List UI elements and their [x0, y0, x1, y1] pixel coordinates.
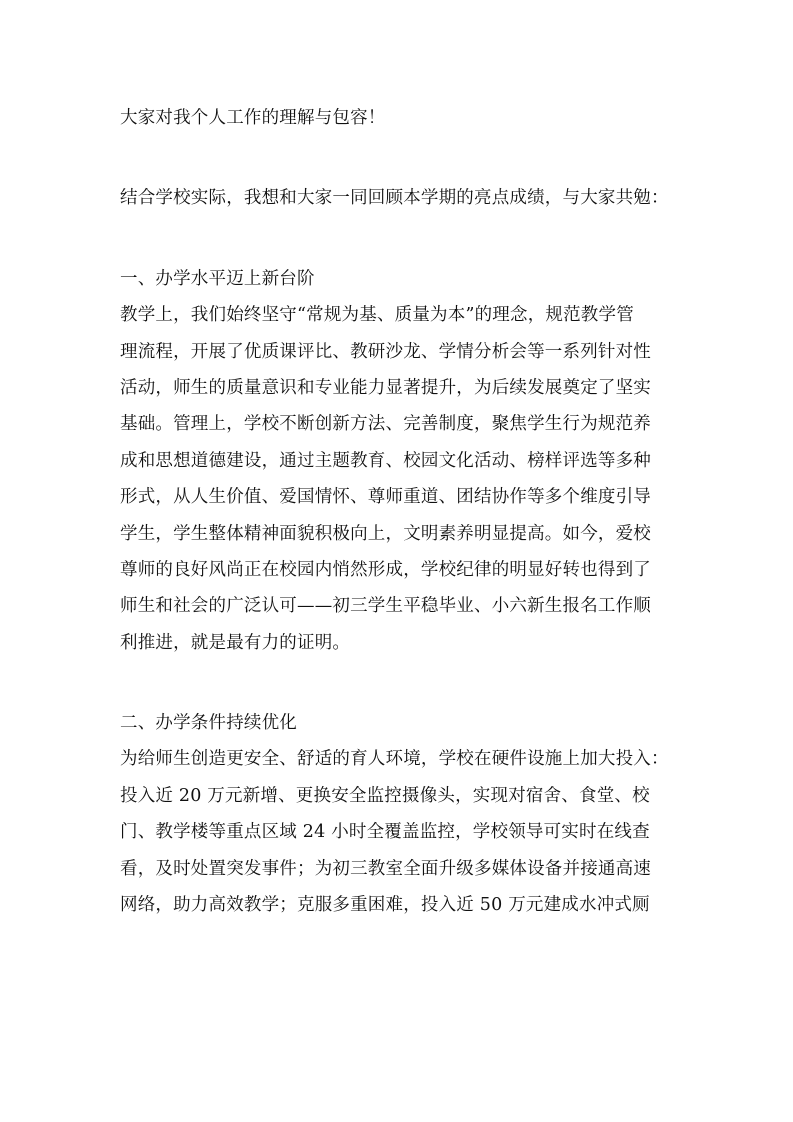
section-1-line: 基础。管理上，学校不断创新方法、完善制度，聚焦学生行为规范养 [120, 414, 651, 435]
section-1-line: 形式，从人生价值、爱国情怀、尊师重道、团结协作等多个维度引导 [120, 487, 651, 508]
opening-line: 大家对我个人工作的理解与包容！ [120, 108, 386, 128]
section-1-body [120, 297, 680, 661]
intro-line: 结合学校实际，我想和大家一同回顾本学期的亮点成绩，与大家共勉： [120, 188, 669, 209]
section-1-line: 成和思想道德建设，通过主题教育、校园文化活动、榜样评选等多种 [120, 450, 651, 471]
section-1-line: 活动，师生的质量意识和专业能力显著提升，为后续发展奠定了坚实 [120, 377, 651, 398]
document-body [120, 100, 680, 923]
paragraph-spacer [120, 136, 680, 180]
section-2-line: 网络，助力高效教学；克服多重困难，投入近 50 万元建成水冲式厕 [120, 895, 650, 916]
section-2-line: 为给师生创造更安全、舒适的育人环境，学校在硬件设施上加大投入： [120, 749, 669, 770]
section-1-line: 理流程，开展了优质课评比、教研沙龙、学情分析会等一系列针对性 [120, 341, 651, 362]
section-1-title: 一、办学水平迈上新台阶 [120, 268, 315, 289]
section-1-line: 学生，学生整体精神面貌积极向上，文明素养明显提高。如今，爱校 [120, 523, 651, 544]
section-2-title: 二、办学条件持续优化 [120, 713, 297, 734]
section-1-line: 教学上，我们始终坚守“常规为基、质量为本”的理念，规范教学管 [120, 305, 634, 326]
section-2-line: 看，及时处置突发事件；为初三教室全面升级多媒体设备并接通高速 [120, 858, 651, 879]
section-2-line: 门、教学楼等重点区域 24 小时全覆盖监控，学校领导可实时在线查 [120, 822, 650, 843]
paragraph-spacer [120, 661, 680, 705]
section-2-line: 投入近 20 万元新增、更换安全监控摄像头，实现对宿舍、食堂、校 [120, 785, 650, 806]
section-1-line: 尊师的良好风尚正在校园内悄然形成，学校纪律的明显好转也得到了 [120, 559, 651, 580]
section-1-line: 师生和社会的广泛认可——初三学生平稳毕业、小六新生报名工作顺 [120, 596, 651, 617]
section-1-line: 利推进，就是最有力的证明。 [120, 632, 351, 653]
section-2-body [120, 741, 680, 923]
paragraph-spacer [120, 217, 680, 261]
